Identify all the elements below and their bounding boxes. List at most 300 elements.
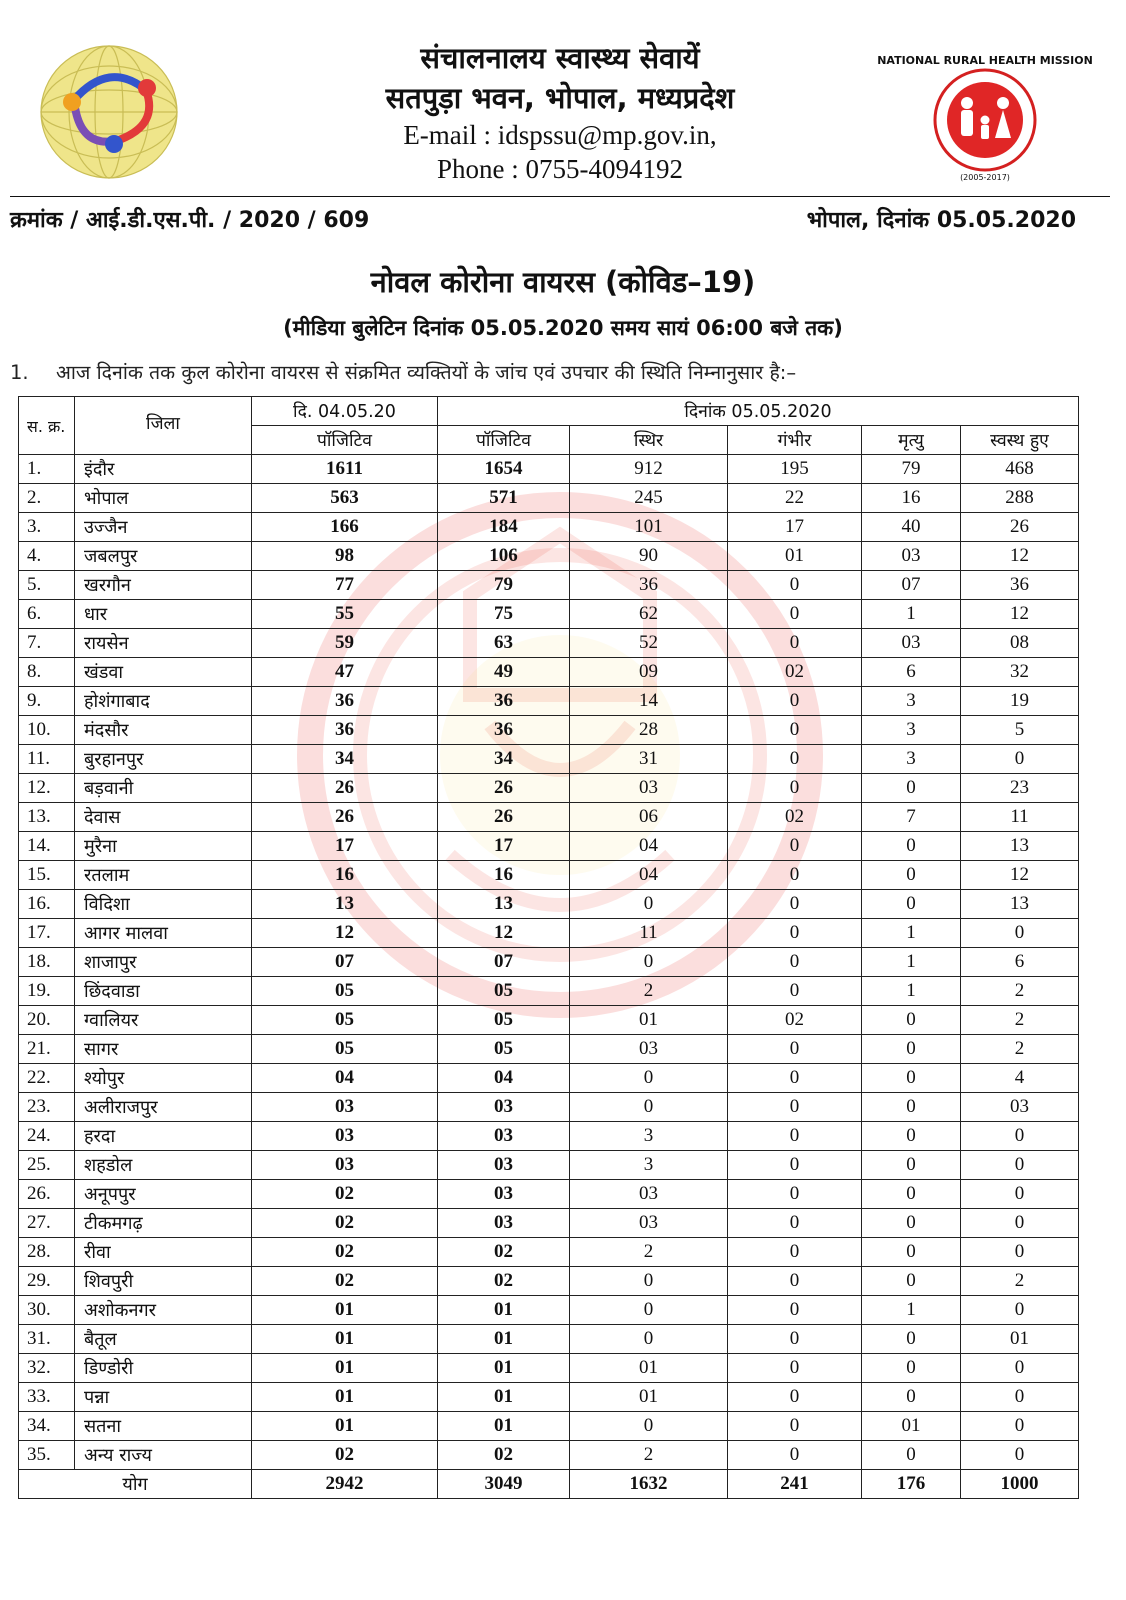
cell-death: 0 — [862, 861, 961, 890]
cell-stable: 36 — [570, 571, 728, 600]
cell-positive: 03 — [438, 1122, 570, 1151]
cell-serious: 22 — [728, 484, 862, 513]
cell-positive: 05 — [438, 1006, 570, 1035]
table-row — [19, 890, 1079, 919]
cell-sn: 26. — [19, 1180, 75, 1209]
cell-recovered: 0 — [961, 1412, 1079, 1441]
cell-serious: 17 — [728, 513, 862, 542]
cell-death: 1 — [862, 919, 961, 948]
total-positive: 3049 — [438, 1470, 570, 1499]
cell-district: बुरहानपुर — [75, 745, 252, 774]
cell-stable: 3 — [570, 1122, 728, 1151]
col-header-death: मृत्यु — [862, 426, 961, 455]
cell-positive: 04 — [438, 1064, 570, 1093]
cell-positive: 01 — [438, 1296, 570, 1325]
cell-serious: 0 — [728, 1151, 862, 1180]
table-row — [19, 1441, 1079, 1470]
cell-positive: 79 — [438, 571, 570, 600]
cell-recovered: 13 — [961, 832, 1079, 861]
cell-district: बड़वानी — [75, 774, 252, 803]
cell-sn: 14. — [19, 832, 75, 861]
reference-number: क्रमांक / आई.डी.एस.पी. / 2020 / 609 — [10, 208, 370, 233]
cell-positive-prev: 01 — [252, 1383, 438, 1412]
cell-positive: 26 — [438, 803, 570, 832]
table-row — [19, 687, 1079, 716]
cell-sn: 5. — [19, 571, 75, 600]
cell-sn: 31. — [19, 1325, 75, 1354]
cell-death: 0 — [862, 1238, 961, 1267]
cell-death: 0 — [862, 1093, 961, 1122]
cell-district: अलीराजपुर — [75, 1093, 252, 1122]
cell-recovered: 2 — [961, 1035, 1079, 1064]
cell-death: 1 — [862, 600, 961, 629]
cell-positive: 17 — [438, 832, 570, 861]
cell-stable: 01 — [570, 1383, 728, 1412]
cell-stable: 0 — [570, 1064, 728, 1093]
table-row — [19, 1238, 1079, 1267]
cell-positive: 03 — [438, 1209, 570, 1238]
cell-sn: 28. — [19, 1238, 75, 1267]
cell-serious: 0 — [728, 919, 862, 948]
cell-sn: 30. — [19, 1296, 75, 1325]
cell-district: आगर मालवा — [75, 919, 252, 948]
table-row — [19, 774, 1079, 803]
cell-positive-prev: 1611 — [252, 455, 438, 484]
col-header-district: जिला — [75, 397, 252, 455]
cell-positive: 13 — [438, 890, 570, 919]
cell-serious: 0 — [728, 629, 862, 658]
table-row — [19, 658, 1079, 687]
cell-serious: 0 — [728, 774, 862, 803]
letterhead — [0, 0, 1126, 200]
cell-death: 0 — [862, 1006, 961, 1035]
cell-positive-prev: 59 — [252, 629, 438, 658]
cell-positive: 1654 — [438, 455, 570, 484]
cell-positive-prev: 07 — [252, 948, 438, 977]
cell-sn: 13. — [19, 803, 75, 832]
cell-district: खंडवा — [75, 658, 252, 687]
cell-stable: 2 — [570, 1238, 728, 1267]
cell-serious: 0 — [728, 1035, 862, 1064]
cell-district: खरगौन — [75, 571, 252, 600]
cell-recovered: 36 — [961, 571, 1079, 600]
cell-positive-prev: 05 — [252, 1035, 438, 1064]
cell-serious: 0 — [728, 745, 862, 774]
cell-stable: 0 — [570, 1325, 728, 1354]
cell-recovered: 468 — [961, 455, 1079, 484]
cell-stable: 0 — [570, 1267, 728, 1296]
cell-recovered: 288 — [961, 484, 1079, 513]
header-divider — [10, 196, 1110, 197]
cell-district: शाजापुर — [75, 948, 252, 977]
table-row — [19, 1267, 1079, 1296]
table-row — [19, 1180, 1079, 1209]
cell-district: छिंदवाडा — [75, 977, 252, 1006]
cell-district: इंदौर — [75, 455, 252, 484]
cell-sn: 15. — [19, 861, 75, 890]
cell-sn: 12. — [19, 774, 75, 803]
table-row — [19, 1325, 1079, 1354]
table-row — [19, 484, 1079, 513]
letterhead-title-block — [200, 38, 920, 186]
table-row — [19, 803, 1079, 832]
cell-district: मंदसौर — [75, 716, 252, 745]
cell-death: 1 — [862, 977, 961, 1006]
cell-serious: 0 — [728, 687, 862, 716]
cell-serious: 195 — [728, 455, 862, 484]
cell-district: श्योपुर — [75, 1064, 252, 1093]
cell-serious: 0 — [728, 1383, 862, 1412]
col-header-recovered: स्वस्थ हुए — [961, 426, 1079, 455]
cell-stable: 03 — [570, 1180, 728, 1209]
cell-recovered: 0 — [961, 1296, 1079, 1325]
cell-serious: 0 — [728, 1296, 862, 1325]
cell-recovered: 5 — [961, 716, 1079, 745]
cell-recovered: 12 — [961, 542, 1079, 571]
cell-district: अन्य राज्य — [75, 1441, 252, 1470]
cell-positive-prev: 05 — [252, 1006, 438, 1035]
cell-positive: 63 — [438, 629, 570, 658]
table-row — [19, 745, 1079, 774]
cell-positive: 01 — [438, 1383, 570, 1412]
cell-district: अशोकनगर — [75, 1296, 252, 1325]
cell-stable: 06 — [570, 803, 728, 832]
cell-serious: 0 — [728, 1180, 862, 1209]
cell-sn: 29. — [19, 1267, 75, 1296]
cell-death: 0 — [862, 1383, 961, 1412]
cell-positive-prev: 03 — [252, 1093, 438, 1122]
cell-positive-prev: 01 — [252, 1325, 438, 1354]
org-address: सतपुड़ा भवन, भोपाल, मध्यप्रदेश — [385, 81, 735, 115]
cell-positive-prev: 26 — [252, 803, 438, 832]
cell-sn: 22. — [19, 1064, 75, 1093]
cell-district: रतलाम — [75, 861, 252, 890]
cell-sn: 9. — [19, 687, 75, 716]
cell-positive: 03 — [438, 1180, 570, 1209]
cell-sn: 1. — [19, 455, 75, 484]
cell-serious: 0 — [728, 1064, 862, 1093]
nrhm-logo-icon — [877, 48, 1093, 188]
cell-positive-prev: 02 — [252, 1180, 438, 1209]
cell-death: 16 — [862, 484, 961, 513]
table-row — [19, 1064, 1079, 1093]
cell-death: 0 — [862, 1441, 961, 1470]
cell-positive: 01 — [438, 1325, 570, 1354]
cell-death: 01 — [862, 1412, 961, 1441]
cell-recovered: 2 — [961, 1267, 1079, 1296]
cell-stable: 01 — [570, 1006, 728, 1035]
cell-serious: 0 — [728, 1093, 862, 1122]
cell-positive-prev: 16 — [252, 861, 438, 890]
cell-sn: 4. — [19, 542, 75, 571]
cell-serious: 0 — [728, 600, 862, 629]
cell-stable: 3 — [570, 1151, 728, 1180]
cell-stable: 03 — [570, 1209, 728, 1238]
org-email: E-mail : idspssu@mp.gov.in, — [403, 120, 717, 150]
cell-sn: 20. — [19, 1006, 75, 1035]
cell-recovered: 01 — [961, 1325, 1079, 1354]
cell-death: 79 — [862, 455, 961, 484]
cell-serious: 0 — [728, 861, 862, 890]
cell-stable: 31 — [570, 745, 728, 774]
cell-death: 0 — [862, 1354, 961, 1383]
cell-district: डिण्डोरी — [75, 1354, 252, 1383]
total-row — [19, 1470, 1079, 1499]
cell-recovered: 0 — [961, 1383, 1079, 1412]
cell-sn: 23. — [19, 1093, 75, 1122]
cell-sn: 34. — [19, 1412, 75, 1441]
cell-recovered: 11 — [961, 803, 1079, 832]
cell-recovered: 03 — [961, 1093, 1079, 1122]
cell-positive: 36 — [438, 687, 570, 716]
org-name: संचालनालय स्वास्थ्य सेवायें — [420, 41, 700, 75]
cell-serious: 02 — [728, 1006, 862, 1035]
cell-death: 3 — [862, 687, 961, 716]
cell-positive: 01 — [438, 1412, 570, 1441]
cell-stable: 01 — [570, 1354, 728, 1383]
cell-positive: 16 — [438, 861, 570, 890]
cell-serious: 0 — [728, 1122, 862, 1151]
cell-positive: 05 — [438, 977, 570, 1006]
cell-stable: 04 — [570, 861, 728, 890]
cell-serious: 0 — [728, 1412, 862, 1441]
cell-sn: 25. — [19, 1151, 75, 1180]
cell-stable: 0 — [570, 1412, 728, 1441]
cell-district: बैतूल — [75, 1325, 252, 1354]
cell-district: टीकमगढ़ — [75, 1209, 252, 1238]
cell-sn: 11. — [19, 745, 75, 774]
cell-district: रीवा — [75, 1238, 252, 1267]
cell-positive: 02 — [438, 1238, 570, 1267]
cell-death: 0 — [862, 1064, 961, 1093]
total-death: 176 — [862, 1470, 961, 1499]
cell-death: 1 — [862, 1296, 961, 1325]
cell-recovered: 26 — [961, 513, 1079, 542]
cell-district: शिवपुरी — [75, 1267, 252, 1296]
cell-district: जबलपुर — [75, 542, 252, 571]
cell-positive-prev: 563 — [252, 484, 438, 513]
cell-district: धार — [75, 600, 252, 629]
table-row — [19, 1151, 1079, 1180]
date-line: भोपाल, दिनांक 05.05.2020 — [806, 208, 1076, 233]
total-recovered: 1000 — [961, 1470, 1079, 1499]
table-row — [19, 1035, 1079, 1064]
cell-positive-prev: 13 — [252, 890, 438, 919]
cell-recovered: 6 — [961, 948, 1079, 977]
cell-sn: 10. — [19, 716, 75, 745]
cell-district: मुरैना — [75, 832, 252, 861]
bulletin-subtitle: (मीडिया बुलेटिन दिनांक 05.05.2020 समय सायं 06:00 बजे तक) — [283, 316, 843, 340]
cell-stable: 2 — [570, 1441, 728, 1470]
svg-text:NATIONAL RURAL HEALTH MISSION: NATIONAL RURAL HEALTH MISSION — [877, 54, 1093, 67]
cell-district: उज्जैन — [75, 513, 252, 542]
cell-district: सागर — [75, 1035, 252, 1064]
col-header-positive-prev: पॉजिटिव — [252, 426, 438, 455]
cell-death: 03 — [862, 542, 961, 571]
org-phone: Phone : 0755-4094192 — [437, 154, 683, 184]
cell-sn: 32. — [19, 1354, 75, 1383]
cell-serious: 0 — [728, 1238, 862, 1267]
table-row — [19, 629, 1079, 658]
cell-positive-prev: 05 — [252, 977, 438, 1006]
cell-recovered: 2 — [961, 1006, 1079, 1035]
cell-district: शहडोल — [75, 1151, 252, 1180]
cell-sn: 16. — [19, 890, 75, 919]
cell-positive: 02 — [438, 1441, 570, 1470]
cell-stable: 90 — [570, 542, 728, 571]
cell-death: 3 — [862, 716, 961, 745]
cell-positive: 49 — [438, 658, 570, 687]
cell-positive-prev: 36 — [252, 687, 438, 716]
cell-serious: 0 — [728, 948, 862, 977]
cell-stable: 11 — [570, 919, 728, 948]
cell-death: 0 — [862, 1180, 961, 1209]
cell-recovered: 2 — [961, 977, 1079, 1006]
cell-sn: 7. — [19, 629, 75, 658]
cell-positive-prev: 02 — [252, 1238, 438, 1267]
cell-death: 0 — [862, 1122, 961, 1151]
cell-district: ग्वालियर — [75, 1006, 252, 1035]
cell-positive-prev: 55 — [252, 600, 438, 629]
cell-district: अनूपपुर — [75, 1180, 252, 1209]
cell-stable: 0 — [570, 1296, 728, 1325]
cell-positive-prev: 01 — [252, 1296, 438, 1325]
table-row — [19, 861, 1079, 890]
cell-serious: 01 — [728, 542, 862, 571]
cell-district: भोपाल — [75, 484, 252, 513]
cell-positive: 184 — [438, 513, 570, 542]
cell-stable: 14 — [570, 687, 728, 716]
table-row — [19, 542, 1079, 571]
cell-district: पन्ना — [75, 1383, 252, 1412]
cell-positive: 36 — [438, 716, 570, 745]
cell-district: रायसेन — [75, 629, 252, 658]
cell-death: 0 — [862, 1035, 961, 1064]
cell-recovered: 0 — [961, 1180, 1079, 1209]
cell-positive: 03 — [438, 1093, 570, 1122]
cell-positive: 02 — [438, 1267, 570, 1296]
cell-positive-prev: 166 — [252, 513, 438, 542]
cell-sn: 24. — [19, 1122, 75, 1151]
cell-stable: 04 — [570, 832, 728, 861]
cell-positive-prev: 01 — [252, 1412, 438, 1441]
cell-serious: 0 — [728, 1267, 862, 1296]
col-header-stable: स्थिर — [570, 426, 728, 455]
cell-positive-prev: 02 — [252, 1209, 438, 1238]
cell-positive: 05 — [438, 1035, 570, 1064]
cell-recovered: 4 — [961, 1064, 1079, 1093]
cell-sn: 8. — [19, 658, 75, 687]
cell-death: 0 — [862, 1267, 961, 1296]
total-serious: 241 — [728, 1470, 862, 1499]
cell-recovered: 12 — [961, 600, 1079, 629]
cell-positive-prev: 47 — [252, 658, 438, 687]
cell-death: 0 — [862, 890, 961, 919]
cell-serious: 0 — [728, 1209, 862, 1238]
cell-positive-prev: 01 — [252, 1354, 438, 1383]
cell-death: 0 — [862, 832, 961, 861]
cell-district: हरदा — [75, 1122, 252, 1151]
cell-district: विदिशा — [75, 890, 252, 919]
table-row — [19, 948, 1079, 977]
cell-recovered: 0 — [961, 1354, 1079, 1383]
table-row — [19, 1122, 1079, 1151]
cell-stable: 912 — [570, 455, 728, 484]
cell-sn: 19. — [19, 977, 75, 1006]
cell-positive-prev: 77 — [252, 571, 438, 600]
cell-sn: 33. — [19, 1383, 75, 1412]
cell-recovered: 08 — [961, 629, 1079, 658]
cell-recovered: 19 — [961, 687, 1079, 716]
col-header-sn: स. क्र. — [19, 397, 75, 455]
cell-stable: 03 — [570, 774, 728, 803]
table-row — [19, 600, 1079, 629]
cell-recovered: 0 — [961, 1151, 1079, 1180]
cell-positive-prev: 03 — [252, 1122, 438, 1151]
col-header-serious: गंभीर — [728, 426, 862, 455]
cell-serious: 0 — [728, 716, 862, 745]
col-header-positive: पॉजिटिव — [438, 426, 570, 455]
cell-death: 0 — [862, 1325, 961, 1354]
col-header-curr-date: दिनांक 05.05.2020 — [438, 397, 1079, 426]
cell-stable: 0 — [570, 890, 728, 919]
cell-positive: 03 — [438, 1151, 570, 1180]
cell-recovered: 0 — [961, 919, 1079, 948]
total-positive-prev: 2942 — [252, 1470, 438, 1499]
cell-serious: 0 — [728, 1325, 862, 1354]
cell-stable: 28 — [570, 716, 728, 745]
cell-serious: 0 — [728, 1354, 862, 1383]
cell-positive-prev: 34 — [252, 745, 438, 774]
cell-positive-prev: 36 — [252, 716, 438, 745]
cell-sn: 17. — [19, 919, 75, 948]
cell-positive: 12 — [438, 919, 570, 948]
cell-serious: 0 — [728, 1441, 862, 1470]
cell-district: देवास — [75, 803, 252, 832]
cell-serious: 0 — [728, 977, 862, 1006]
cell-stable: 0 — [570, 948, 728, 977]
cell-death: 0 — [862, 774, 961, 803]
table-row — [19, 1354, 1079, 1383]
cell-sn: 3. — [19, 513, 75, 542]
cell-sn: 21. — [19, 1035, 75, 1064]
cell-recovered: 23 — [961, 774, 1079, 803]
cell-sn: 6. — [19, 600, 75, 629]
cell-stable: 52 — [570, 629, 728, 658]
table-row — [19, 716, 1079, 745]
cell-stable: 62 — [570, 600, 728, 629]
col-header-prev-date: दि. 04.05.20 — [252, 397, 438, 426]
table-row — [19, 1093, 1079, 1122]
table-row — [19, 513, 1079, 542]
cell-death: 03 — [862, 629, 961, 658]
cell-sn: 27. — [19, 1209, 75, 1238]
cell-death: 1 — [862, 948, 961, 977]
table-row — [19, 455, 1079, 484]
cell-stable: 245 — [570, 484, 728, 513]
intro-paragraph — [10, 358, 1100, 385]
cell-positive: 01 — [438, 1354, 570, 1383]
cell-death: 40 — [862, 513, 961, 542]
cell-district: होशंगाबाद — [75, 687, 252, 716]
cell-sn: 2. — [19, 484, 75, 513]
cell-serious: 0 — [728, 890, 862, 919]
cell-positive-prev: 03 — [252, 1151, 438, 1180]
cell-positive-prev: 02 — [252, 1441, 438, 1470]
cell-recovered: 0 — [961, 745, 1079, 774]
table-row — [19, 832, 1079, 861]
cell-district: सतना — [75, 1412, 252, 1441]
